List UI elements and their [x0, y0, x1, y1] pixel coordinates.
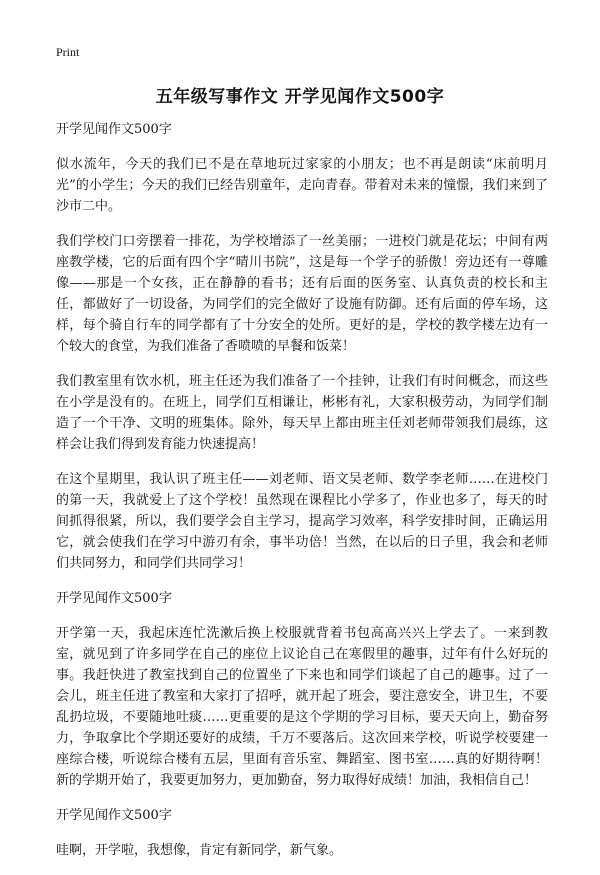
- article-body: [56, 119, 548, 875]
- section: [56, 805, 548, 861]
- paragraph: 在这个星期里，我认识了班主任——刘老师、语文吴老师、数学李老师……在进校门的第一天，我就爱上了这个学校！虽然现在课程比小学多了，作业也多了，每天的时间抓得很紧，所以，我们要学会自主学习，提高学习效率，科学安排时间，正确运用它，就会使我们在学习中游刃有余，事半功倍！当然，在以后的日子里，我会和老师们共同努力，和同学们共同学习！: [56, 472, 548, 571]
- paragraph: 我们学校门口旁摆着一排花，为学校增添了一丝美丽；一进校门就是花坛；中间有两座教学楼，它的后面有四个字“晴川书院”，这是每一个学子的骄傲！旁边还有一尊雕像——那是一个女孩，正在静静的看书；还有后面的医务室、认真负责的校长和主任，都做好了一切设备，为同学们的完全做好了设施有防御。还有后面的停车场，这样，每个骑自行车的同学都有了十分安全的处所。更好的是，学校的教学楼左边有一个较大的食堂，为我们准备了香喷喷的早餐和饭菜！: [56, 234, 548, 354]
- section: [56, 119, 548, 574]
- section-heading: 开学见闻作文500字: [56, 122, 172, 137]
- paragraph: 我们教室里有饮水机，班主任还为我们准备了一个挂钟，让我们有时间概念，而这些在小学是没有的。在班上，同学们互相谦让，彬彬有礼，大家积极劳动，为同学们制造了一个干净、文明的班集体。除外，每天早上都由班主任刘老师带领我们晨练，这样会让我们得到发育能力快速提高！: [56, 374, 548, 452]
- paragraph: 似水流年，今天的我们已不是在草地玩过家家的小朋友；也不再是朗读“床前明月光”的小学生；今天的我们已经告别童年，走向青春。带着对未来的憧憬，我们来到了沙市二中。: [56, 157, 548, 214]
- paragraph: 开学第一天，我起床连忙洗漱后换上校服就背着书包高高兴兴上学去了。一来到教室，就见到了许多同学在自己的座位上议论自己在寒假里的趣事，过年有什么好玩的事。我赶快进了教室找到自己的位置坐了下来也和同学们谈起了自己的趣事。过了一会儿，班主任进了教室和大家打了招呼，就开起了班会，要注意安全，讲卫生，不要乱扔垃圾，不要随地吐痰……更重要的是这个学期的学习目标，要天天向上，勤奋努力，争取拿比个学期还要好的成绩，千万不要落后。这次回来学校，听说学校要建一座综合楼，听说综合楼有五层，里面有音乐室、舞蹈室、图书室……真的好期待啊！新的学期开始了，我要更加努力，更加勤奋，努力取得好成绩！加油，我相信自己！: [56, 626, 548, 788]
- print-link[interactable]: Print: [56, 45, 80, 59]
- section-heading: 开学见闻作文500字: [56, 808, 172, 823]
- section-heading: 开学见闻作文500字: [56, 591, 172, 606]
- paragraph: 哇啊，开学啦，我想像，肯定有新同学，新气象。: [56, 843, 343, 858]
- section: [56, 588, 548, 791]
- page-title: 五年级写事作文 开学见闻作文500字: [155, 87, 445, 107]
